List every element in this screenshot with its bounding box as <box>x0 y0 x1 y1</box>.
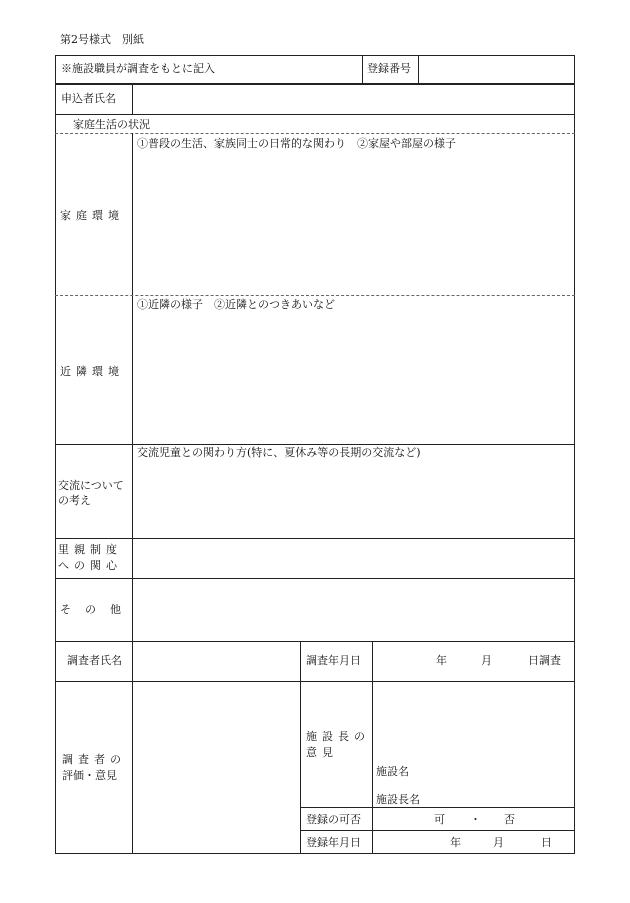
foster-label-line1: 里親制度 <box>58 543 122 556</box>
investigation-date-field[interactable] <box>373 642 574 680</box>
home-env-field[interactable] <box>133 153 574 294</box>
registration-day: 日 <box>541 836 552 849</box>
investigator-name-label: 調査者氏名 <box>67 654 122 667</box>
exchange-hint: 交流児童との関わり方(特に、夏休み等の長期の交流など) <box>137 446 421 459</box>
exchange-field[interactable] <box>133 462 574 537</box>
other-field[interactable] <box>133 579 574 640</box>
evaluation-label-line2: 評価・意見 <box>62 769 117 782</box>
evaluation-label-line1: 調査者の <box>62 753 126 766</box>
registration-date-label: 登録年月日 <box>306 836 361 849</box>
applicant-name-field[interactable] <box>133 85 574 113</box>
divider <box>55 133 575 134</box>
divider <box>300 807 575 808</box>
investigation-year: 年 <box>436 654 447 667</box>
director-opinion-line1: 施設長の <box>306 730 370 743</box>
director-name-label: 施設長名 <box>376 793 420 806</box>
director-opinion-line2: 意見 <box>306 746 338 759</box>
divider <box>55 444 575 445</box>
director-opinion-field[interactable] <box>373 682 574 806</box>
investigator-name-field[interactable] <box>133 642 299 680</box>
form-title: 第2号様式 別紙 <box>60 33 144 46</box>
investigation-date-label: 調査年月日 <box>306 654 361 667</box>
applicant-name-label: 申込者氏名 <box>61 92 116 105</box>
registration-number-field[interactable] <box>419 56 574 83</box>
registration-month: 月 <box>493 836 504 849</box>
investigation-day: 日調査 <box>528 654 561 667</box>
foster-label-line2: への関心 <box>58 559 122 572</box>
investigation-month: 月 <box>481 654 492 667</box>
neighbor-env-label: 近隣環境 <box>60 365 124 378</box>
registration-ok-yes[interactable]: 可 <box>434 813 445 826</box>
home-env-hint: ①普段の生活、家族同士の日常的な関わり ②家屋や部屋の様子 <box>137 137 456 150</box>
neighbor-env-field[interactable] <box>133 314 574 443</box>
divider <box>362 55 363 84</box>
section-title: 家庭生活の状況 <box>73 118 150 131</box>
other-label: その他 <box>60 603 135 616</box>
registration-ok-no[interactable]: 否 <box>504 813 515 826</box>
evaluation-field[interactable] <box>133 682 299 853</box>
foster-field[interactable] <box>133 539 574 577</box>
registration-year: 年 <box>450 836 461 849</box>
divider <box>55 295 575 296</box>
registration-ok-label: 登録の可否 <box>306 813 361 826</box>
registration-date-field[interactable] <box>373 831 574 853</box>
registration-number-label: 登録番号 <box>367 62 411 75</box>
divider <box>300 641 301 854</box>
facility-name-label: 施設名 <box>376 765 409 778</box>
neighbor-env-hint: ①近隣の様子 ②近隣とのつきあいなど <box>137 298 335 311</box>
registration-ok-dot: ・ <box>470 813 481 826</box>
form-note: ※施設職員が調査をもとに記入 <box>61 62 215 75</box>
exchange-label: 交流についての考え <box>58 479 124 507</box>
divider <box>55 114 575 115</box>
home-env-label: 家庭環境 <box>60 209 124 222</box>
